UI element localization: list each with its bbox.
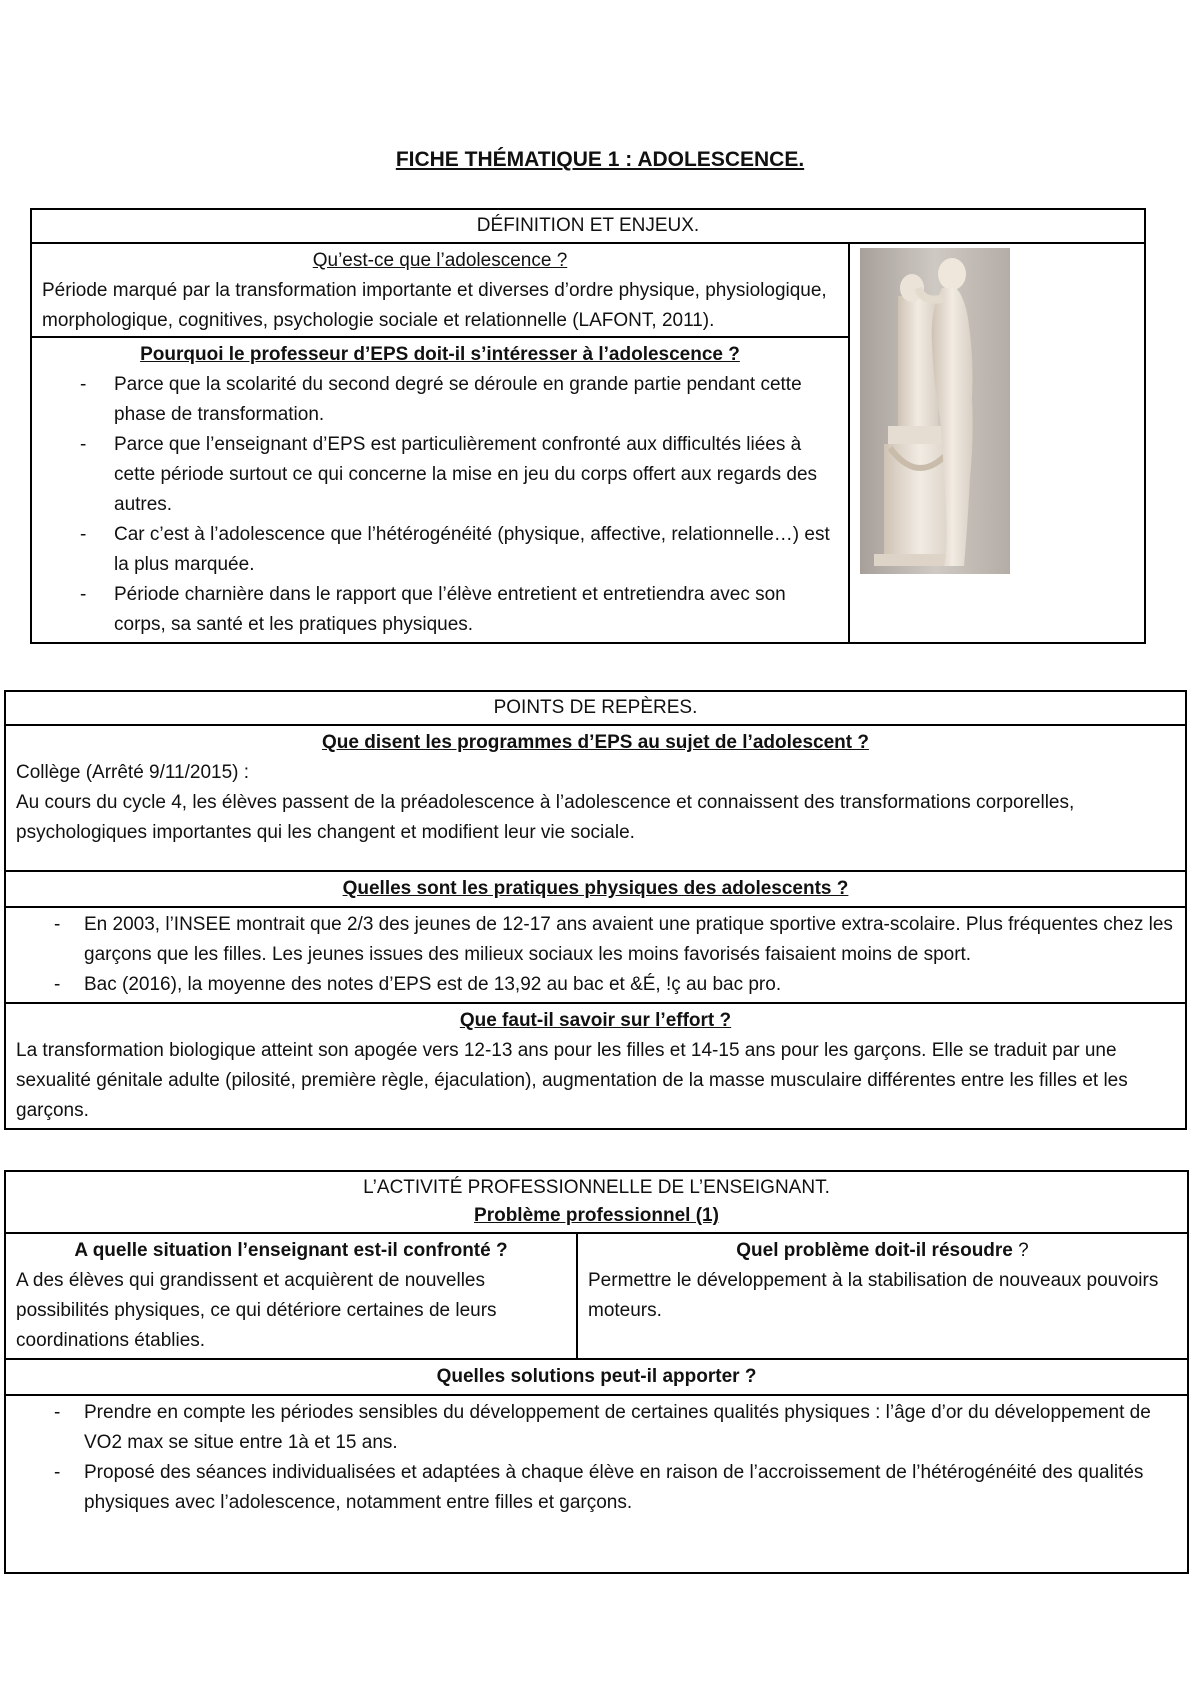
list-item: - En 2003, l’INSEE montrait que 2/3 des jeunes de 12-17 ans avaient une pratique sportive extra-scolaire. Plus fréquentes chez les garçons que les filles. Les jeunes issues des milieux sociaux les moins favorisés faisaient moins de sport. [16, 910, 1175, 970]
pratiques-list [16, 910, 1175, 1000]
question-effort: Que faut-il savoir sur l’effort ? [459, 1010, 732, 1031]
page-title: FICHE THÉMATIQUE 1 : ADOLESCENCE. [395, 148, 805, 171]
probleme-professionnel-title: Problème professionnel (1) [474, 1205, 719, 1226]
solutions-cell [5, 1395, 1188, 1573]
situation-cell [5, 1233, 577, 1359]
situation-title: A quelle situation l’enseignant est-il confronté ? [74, 1240, 508, 1261]
probleme-title: Quel problème doit-il résoudre [736, 1240, 1013, 1261]
definition-question-cell [31, 243, 849, 337]
reperes-header: POINTS DE REPÈRES. [5, 691, 1186, 725]
programmes-cell [5, 725, 1186, 871]
points-de-reperes-table [4, 690, 1187, 1130]
list-item: - Proposé des séances individualisées et adaptées à chaque élève en raison de l’accroissement de l’hétérogénéité des qualités physiques avec l’adolescence, notamment entre filles et garçons. [16, 1458, 1177, 1518]
question-what-is-adolescence: Qu’est-ce que l’adolescence ? [312, 250, 568, 271]
definition-table [30, 208, 1146, 644]
list-item: - Bac (2016), la moyenne des notes d’EPS est de 13,92 au bac et &É, !ç au bac pro. [16, 970, 1175, 1000]
activite-professionnelle-table [4, 1170, 1189, 1574]
statue-image [860, 248, 1010, 574]
answer-what-is-adolescence: Période marqué par la transformation importante et diverses d’ordre physique, physiologique, morphologique, cognitives, psychologie sociale et relationnelle (LAFONT, 2011). [42, 280, 827, 331]
programmes-college: Collège (Arrêté 9/11/2015) : [16, 762, 250, 783]
list-item: - Parce que la scolarité du second degré se déroule en grande partie pendant cette phase de transformation. [42, 370, 838, 430]
solutions-list [16, 1398, 1177, 1518]
situation-text: A des élèves qui grandissent et acquièrent de nouvelles possibilités physiques, ce qui détériore certaines de leurs coordinations établies. [16, 1270, 497, 1351]
programmes-text: Au cours du cycle 4, les élèves passent de la préadolescence à l’adolescence et connaissent des transformations corporelles, psychologiques importantes qui les changent et modifient leur vie sociale. [16, 792, 1075, 843]
list-item: - Prendre en compte les périodes sensibles du développement de certaines qualités physiques : l’âge d’or du développement de VO2 max se situe entre 1à et 15 ans. [16, 1398, 1177, 1458]
question-solutions: Quelles solutions peut-il apporter ? [5, 1359, 1188, 1395]
effort-text: La transformation biologique atteint son apogée vers 12-13 ans pour les filles et 14-15 ans pour les garçons. Elle se traduit par une sexualité génitale adulte (pilosité, première règle, éjaculation), augmentation de la masse musculaire différentes entre les filles et les garçons. [16, 1040, 1128, 1121]
definition-header: DÉFINITION ET ENJEUX. [31, 209, 1145, 243]
probleme-title-qmark: ? [1012, 1240, 1029, 1261]
pratiques-cell [5, 907, 1186, 1003]
list-item: - Parce que l’enseignant d’EPS est particulièrement confronté aux difficultés liées à cette période surtout ce qui concerne la mise en jeu du corps offert aux regards des autres. [42, 430, 838, 520]
why-teacher-list [42, 370, 838, 640]
list-item: - Car c’est à l’adolescence que l’hétérogénéité (physique, affective, relationnelle…) est la plus marquée. [42, 520, 838, 580]
list-item: - Période charnière dans le rapport que l’élève entretient et entretiendra avec son corps, sa santé et les pratiques physiques. [42, 580, 838, 640]
question-pratiques: Quelles sont les pratiques physiques des adolescents ? [5, 871, 1186, 907]
question-why-teacher: Pourquoi le professeur d’EPS doit-il s’intéresser à l’adolescence ? [140, 344, 740, 365]
question-programmes: Que disent les programmes d’EPS au sujet de l’adolescent ? [322, 732, 869, 753]
activite-header: L’ACTIVITÉ PROFESSIONNELLE DE L’ENSEIGNANT. [363, 1177, 830, 1198]
probleme-cell [577, 1233, 1188, 1359]
probleme-text: Permettre le développement à la stabilisation de nouveaux pouvoirs moteurs. [588, 1270, 1159, 1321]
why-teacher-cell [31, 337, 849, 643]
effort-cell [5, 1003, 1186, 1129]
image-cell [849, 243, 1145, 643]
activite-header-cell [5, 1171, 1188, 1233]
